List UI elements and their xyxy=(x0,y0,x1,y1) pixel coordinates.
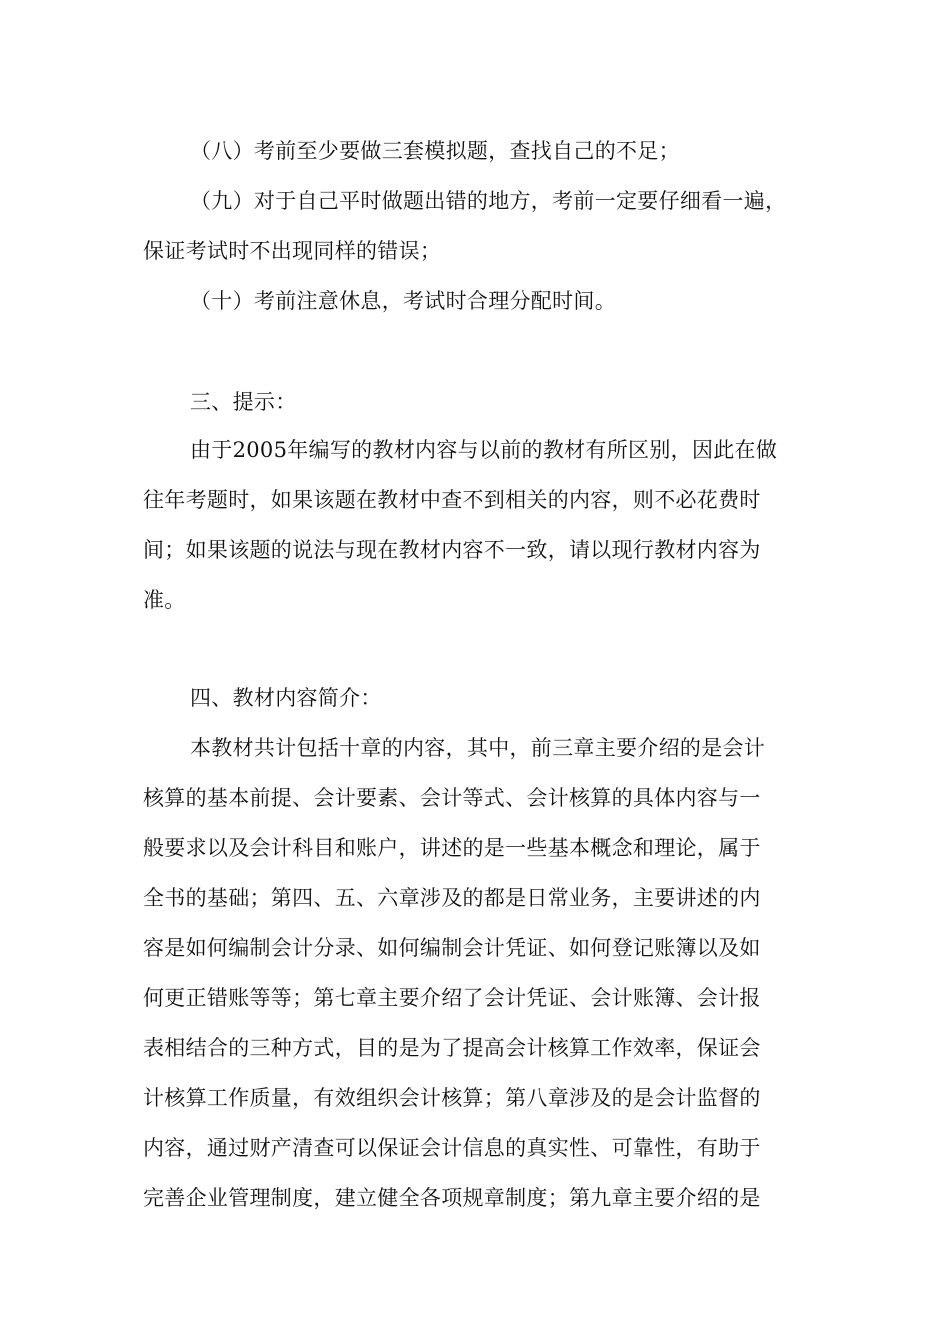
section-4-paragraph-line: 表相结合的三种方式，目的是为了提高会计核算工作效率，保证会 xyxy=(143,1036,761,1060)
section-4-paragraph-line: 本教材共计包括十章的内容，其中，前三章主要介绍的是会计 xyxy=(190,736,766,760)
section-4-paragraph-line: 般要求以及会计科目和账户，讲述的是一些基本概念和理论，属于 xyxy=(143,836,761,860)
section-4-paragraph-line: 容是如何编制会计分录、如何编制会计凭证、如何登记账簿以及如 xyxy=(143,936,761,960)
section-4-paragraph-line: 何更正错账等等；第七章主要介绍了会计凭证、会计账簿、会计报 xyxy=(143,986,761,1010)
section-4-paragraph-line: 完善企业管理制度，建立健全各项规章制度；第九章主要介绍的是 xyxy=(143,1186,761,1210)
section-3-heading: 三、提示： xyxy=(190,390,297,414)
section-4-paragraph-line: 内容，通过财产清查可以保证会计信息的真实性、可靠性，有助于 xyxy=(143,1136,761,1160)
list-item-9-line-1: （九）对于自己平时做题出错的地方，考前一定要仔细看一遍， xyxy=(190,189,787,213)
section-4-paragraph-line: 全书的基础；第四、五、六章涉及的都是日常业务，主要讲述的内 xyxy=(143,886,761,910)
list-item-9-line-2: 保证考试时不出现同样的错误； xyxy=(143,239,442,263)
list-item-8: （八）考前至少要做三套模拟题，查找自己的不足； xyxy=(190,139,680,163)
section-4-paragraph-line: 计核算工作质量，有效组织会计核算；第八章涉及的是会计监督的 xyxy=(143,1086,761,1110)
section-3-paragraph-line: 由于2005年编写的教材内容与以前的教材有所区别，因此在做 xyxy=(190,438,778,462)
list-item-10: （十）考前注意休息，考试时合理分配时间。 xyxy=(190,289,616,313)
section-3-paragraph-line: 准。 xyxy=(143,588,186,612)
section-3-paragraph-line: 间；如果该题的说法与现在教材内容不一致，请以现行教材内容为 xyxy=(143,538,761,562)
section-3-paragraph-line: 往年考题时，如果该题在教材中查不到相关的内容，则不必花费时 xyxy=(143,488,761,512)
section-4-heading: 四、教材内容简介： xyxy=(190,686,382,710)
section-4-paragraph-line: 核算的基本前提、会计要素、会计等式、会计核算的具体内容与一 xyxy=(143,786,761,810)
